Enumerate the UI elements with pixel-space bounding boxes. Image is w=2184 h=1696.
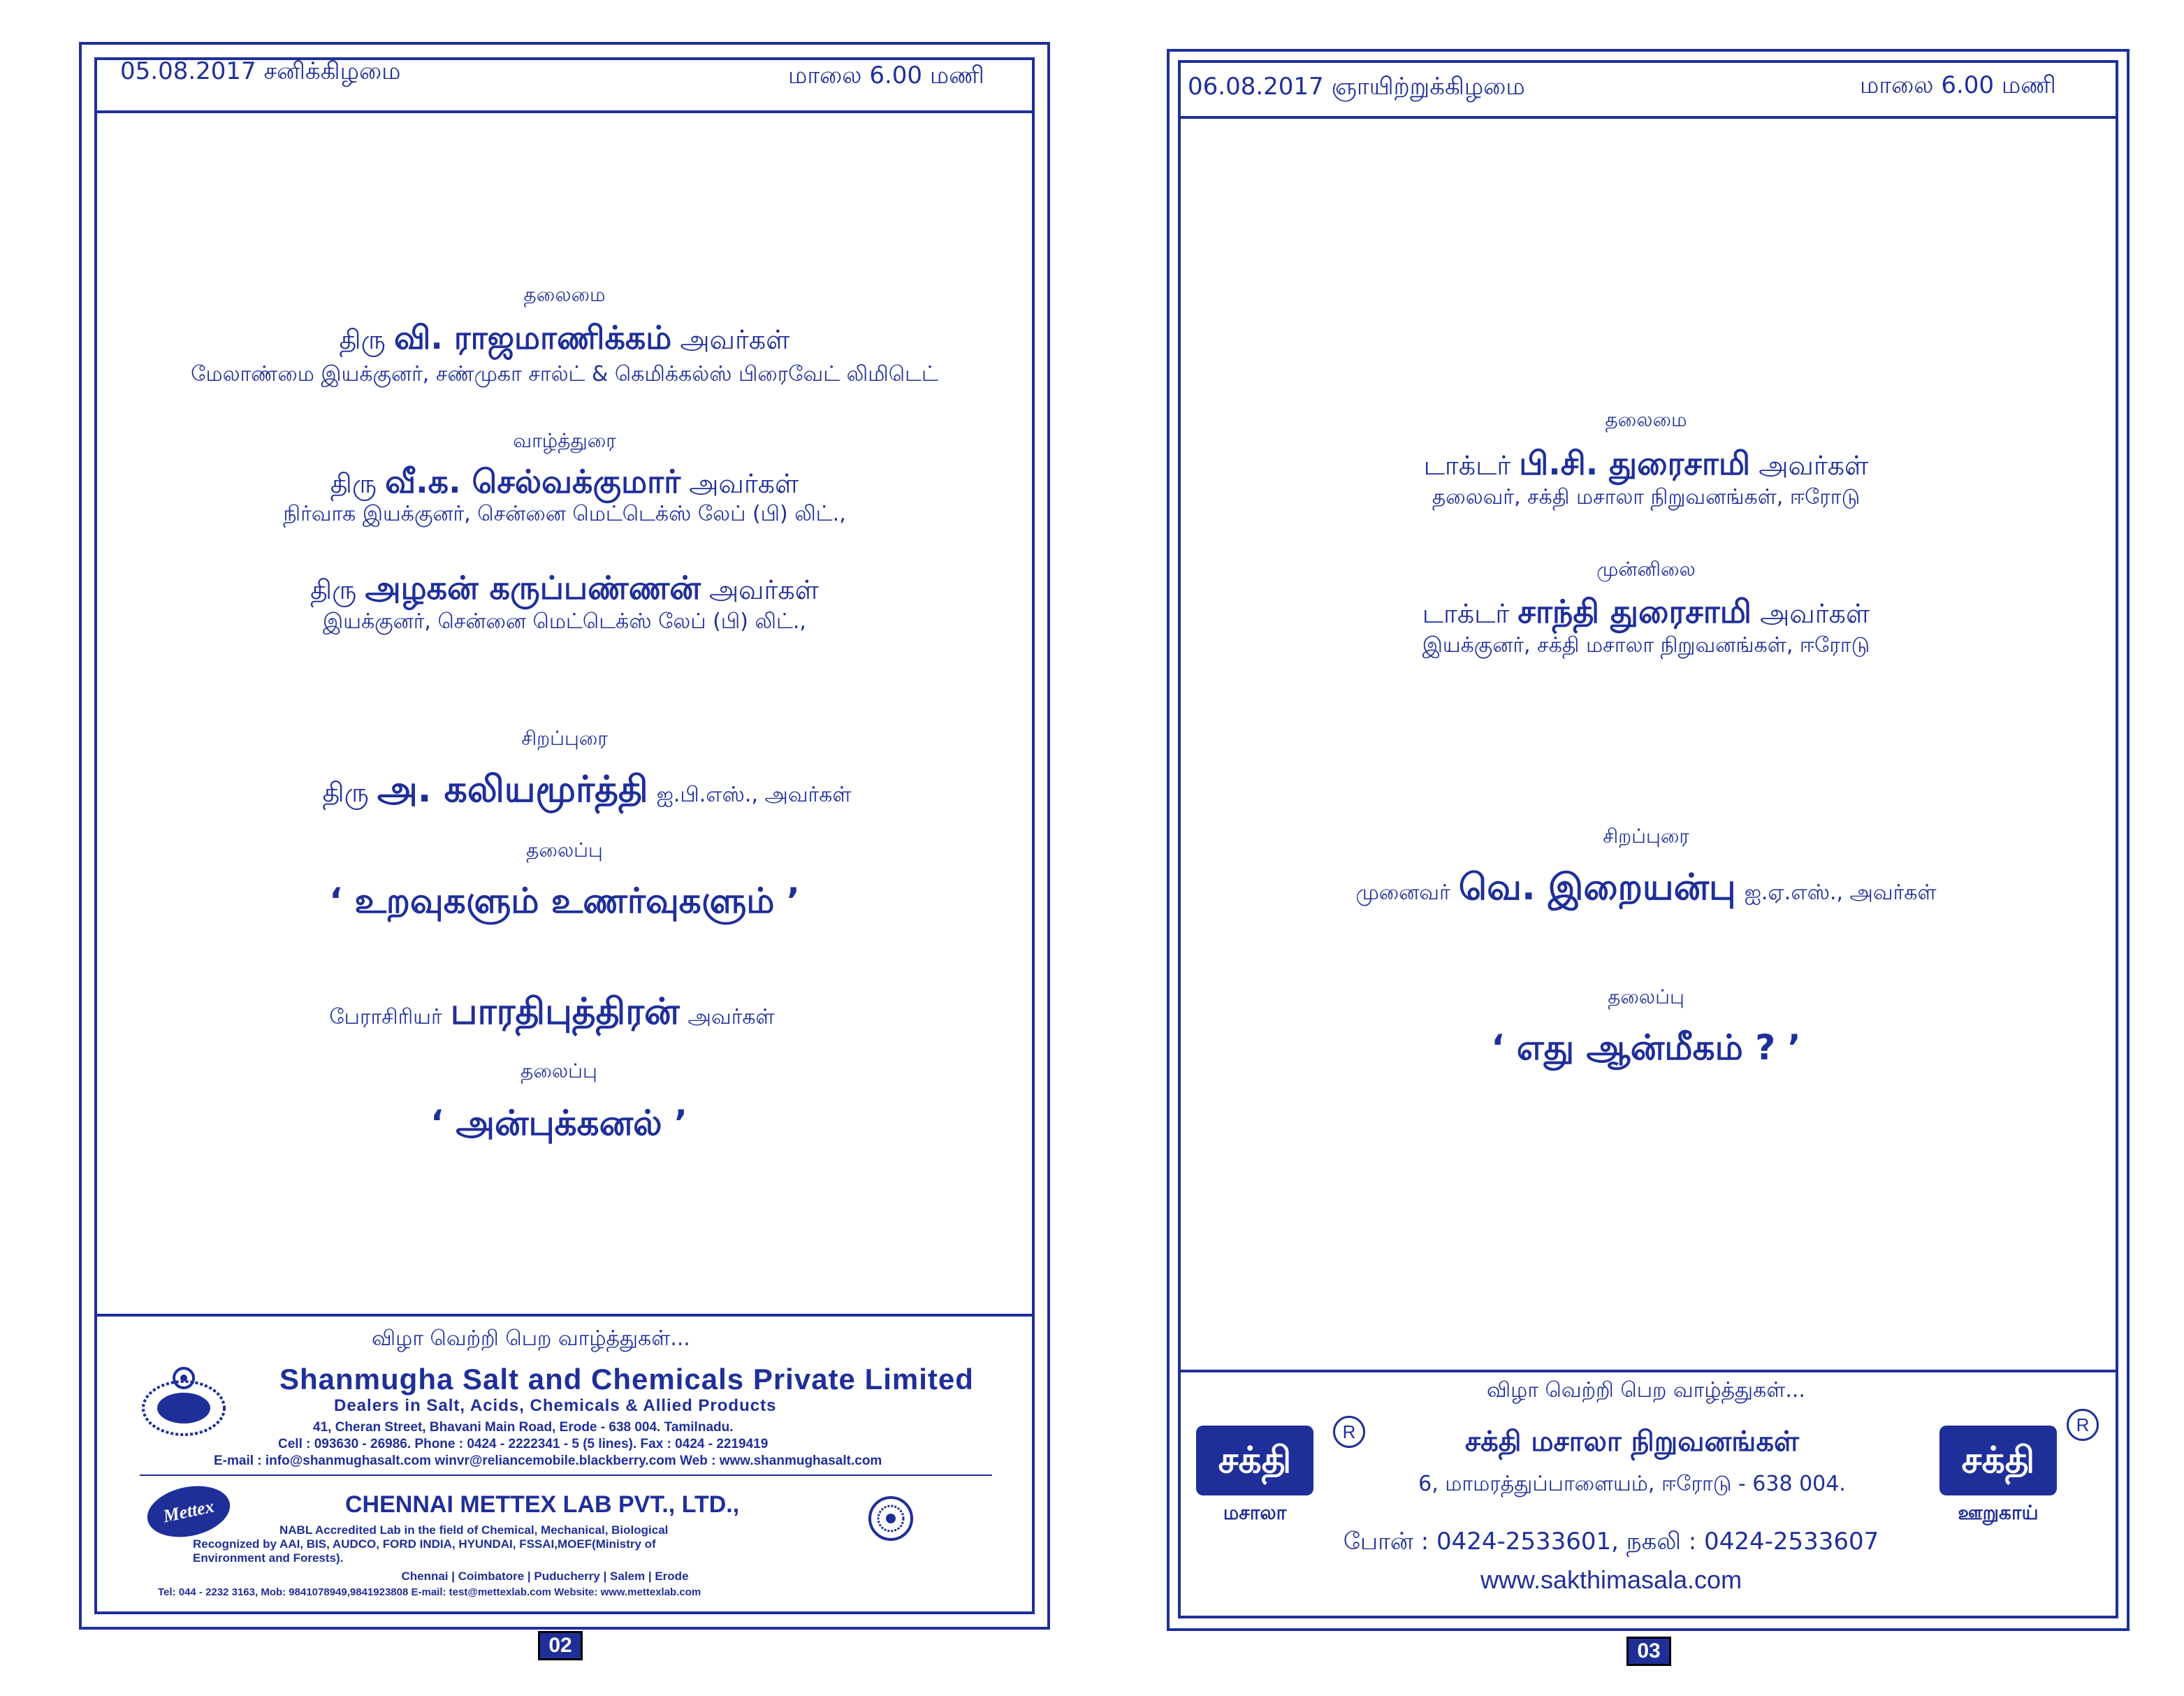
left-greeting-speaker1-honorific: திரு xyxy=(330,468,377,499)
sakthi-pickle-logo: சக்தி xyxy=(1939,1426,2057,1495)
right-special-name: வெ. இறையன்பு xyxy=(1458,867,1736,908)
left-chair-name: வி. ராஜமாணிக்கம் xyxy=(394,319,672,356)
sakthi-pickle-label: ஊறுகாய் xyxy=(1958,1501,2039,1524)
right-chair-suffix: அவர்கள் xyxy=(1759,450,1869,481)
right-header-date: 06.08.2017 ஞாயிற்றுக்கிழமை xyxy=(1188,73,1525,101)
right-page-number: 03 xyxy=(1626,1637,1671,1666)
company2-line1: NABL Accredited Lab in the field of Chemical, Mechanical, Biological xyxy=(279,1523,669,1537)
left-special2-suffix: அவர்கள் xyxy=(687,1005,775,1029)
right-header-time: மாலை 6.00 மணி xyxy=(1860,71,2056,99)
sakthi-masala-logo: சக்தி xyxy=(1196,1426,1313,1495)
right-presence-name-line xyxy=(1422,593,1870,635)
shanmugha-logo-icon xyxy=(138,1363,229,1440)
left-footer-divider xyxy=(94,1314,1035,1317)
company1-address: 41, Cheran Street, Bhavani Main Road, Erode - 638 004. Tamilnadu. xyxy=(313,1420,734,1435)
right-presence-name: சாந்தி துரைசாமி xyxy=(1517,593,1752,630)
right-chair-honorific: டாக்டர் xyxy=(1423,450,1511,481)
registered-mark-icon: R xyxy=(1333,1416,1365,1448)
left-special1-honorific: திரு xyxy=(322,777,369,808)
left-chair-suffix: அவர்கள் xyxy=(680,324,790,355)
right-special-honorific: முனைவர் xyxy=(1355,880,1450,905)
left-special2-topic: ‘ அன்புக்கனல் ’ xyxy=(430,1103,688,1143)
company1-phones: Cell : 093630 - 26986. Phone : 0424 - 2222341 - 5 (5 lines). Fax : 0424 - 2219419 xyxy=(278,1437,769,1451)
left-footer-mid-divider xyxy=(140,1474,992,1476)
right-chair-name: பி.சி. துரைசாமி xyxy=(1519,444,1751,482)
left-header-date: 05.08.2017 சனிக்கிழமை xyxy=(120,57,401,85)
mettex-seal-icon xyxy=(866,1494,915,1543)
left-greeting-speaker1-name: வீ.க. செல்வக்குமார் xyxy=(385,463,681,500)
left-header-time: மாலை 6.00 மணி xyxy=(788,61,984,89)
right-special-topic-label: தலைப்பு xyxy=(1608,985,1684,1008)
left-special2-name-line xyxy=(329,991,774,1038)
left-chair-designation: மேலாண்மை இயக்குனர், சண்முகா சால்ட் & கெமிக்கல்ஸ் பிரைவேட் லிமிடெட் xyxy=(191,362,938,386)
left-chair-honorific: திரு xyxy=(339,324,386,355)
left-special2-topic-label: தலைப்பு xyxy=(520,1059,597,1082)
left-special1-suffix: ஐ.பி.எஸ்., அவர்கள் xyxy=(656,783,852,807)
sakthi-masala-label: மசாலா xyxy=(1223,1501,1287,1524)
left-greeting-speaker2-designation: இயக்குனர், சென்னை மெட்டெக்ஸ் லேப் (பி) லிட்., xyxy=(323,609,806,634)
right-footer-address: 6, மாமரத்துப்பாளையம், ஈரோடு - 638 004. xyxy=(1418,1472,1846,1496)
company2-line3: Environment and Forests). xyxy=(193,1551,344,1565)
company2-line2: Recognized by AAI, BIS, AUDCO, FORD INDIA, HYUNDAI, FSSAI,MOEF(Ministry of xyxy=(193,1537,656,1551)
left-footer-wish: விழா வெற்றி பெற வாழ்த்துகள்... xyxy=(372,1326,690,1351)
right-footer-divider xyxy=(1178,1370,2118,1372)
left-greeting-speaker1-suffix: அவர்கள் xyxy=(689,468,799,499)
right-header-divider xyxy=(1178,116,2118,119)
company1-name: Shanmugha Salt and Chemicals Private Limited xyxy=(279,1363,974,1396)
right-presence-honorific: டாக்டர் xyxy=(1422,598,1510,629)
left-chair-role: தலைமை xyxy=(523,283,606,306)
right-special-name-line xyxy=(1355,867,1936,913)
right-presence-designation: இயக்குனர், சக்தி மசாலா நிறுவனங்கள், ஈரோடு xyxy=(1422,633,1870,658)
right-special-suffix: ஐ.ஏ.எஸ்., அவர்கள் xyxy=(1744,880,1937,905)
company1-contacts: E-mail : info@shanmughasalt.com winvr@reliancemobile.blackberry.com Web : www.shanmughasalt.com xyxy=(214,1454,882,1468)
mettex-logo-icon: Mettex xyxy=(143,1479,235,1544)
right-chair-designation: தலைவர், சக்தி மசாலா நிறுவனங்கள், ஈரோடு xyxy=(1432,485,1861,509)
right-special-role: சிறப்புரை xyxy=(1603,825,1689,848)
left-chair-name-line xyxy=(340,319,790,361)
right-chair-name-line xyxy=(1424,444,1869,487)
right-footer-company: சக்தி மசாலா நிறுவனங்கள் xyxy=(1464,1426,1800,1458)
left-special1-name: அ. கலியமூர்த்தி xyxy=(377,769,648,811)
left-special1-topic: ‘ உறவுகளும் உணர்வுகளும் ’ xyxy=(329,880,800,921)
right-presence-suffix: அவர்கள் xyxy=(1760,598,1870,629)
left-special1-topic-label: தலைப்பு xyxy=(526,839,603,862)
left-special1-name-line xyxy=(323,769,852,816)
registered-mark-icon: R xyxy=(2067,1409,2099,1441)
right-special-topic: ‘ எது ஆன்மீகம் ? ’ xyxy=(1491,1027,1801,1068)
left-header-divider xyxy=(94,110,1035,113)
left-special-role: சிறப்புரை xyxy=(521,727,608,750)
left-greeting-role: வாழ்த்துரை xyxy=(513,429,616,452)
company2-name: CHENNAI METTEX LAB PVT., LTD., xyxy=(345,1491,740,1518)
right-footer-phones: போன் : 0424-2533601, நகலி : 0424-2533607 xyxy=(1343,1528,1879,1556)
left-special2-honorific: பேராசிரியர் xyxy=(329,1005,442,1029)
right-footer-wish: விழா வெற்றி பெற வாழ்த்துகள்... xyxy=(1487,1378,1805,1403)
right-presence-role: முன்னிலை xyxy=(1596,558,1696,581)
left-greeting-speaker2-honorific: திரு xyxy=(310,574,357,605)
right-chair-role: தலைமை xyxy=(1605,408,1687,431)
left-greeting-speaker2-name: அழகன் கருப்பண்ணன் xyxy=(365,569,701,607)
left-greeting-speaker2-suffix: அவர்கள் xyxy=(708,574,819,605)
left-page-number: 02 xyxy=(538,1631,583,1660)
left-greeting-speaker1-designation: நிர்வாக இயக்குனர், சென்னை மெட்டெக்ஸ் லேப் (பி) லிட்., xyxy=(283,502,846,526)
company2-branches: Chennai | Coimbatore | Puducherry | Salem | Erode xyxy=(401,1570,689,1583)
right-footer-website[interactable]: www.sakthimasala.com xyxy=(1480,1565,1742,1594)
left-greeting-speaker1-line xyxy=(330,463,799,505)
company1-tagline: Dealers in Salt, Acids, Chemicals & Allied Products xyxy=(334,1396,777,1415)
company2-contact: Tel: 044 - 2232 3163, Mob: 9841078949,9841923808 E-mail: test@mettexlab.com Website: www.mettexlab.com xyxy=(158,1586,701,1598)
left-special2-name: பாரதிபுத்திரன் xyxy=(450,991,680,1033)
left-greeting-speaker2-line xyxy=(310,569,819,611)
